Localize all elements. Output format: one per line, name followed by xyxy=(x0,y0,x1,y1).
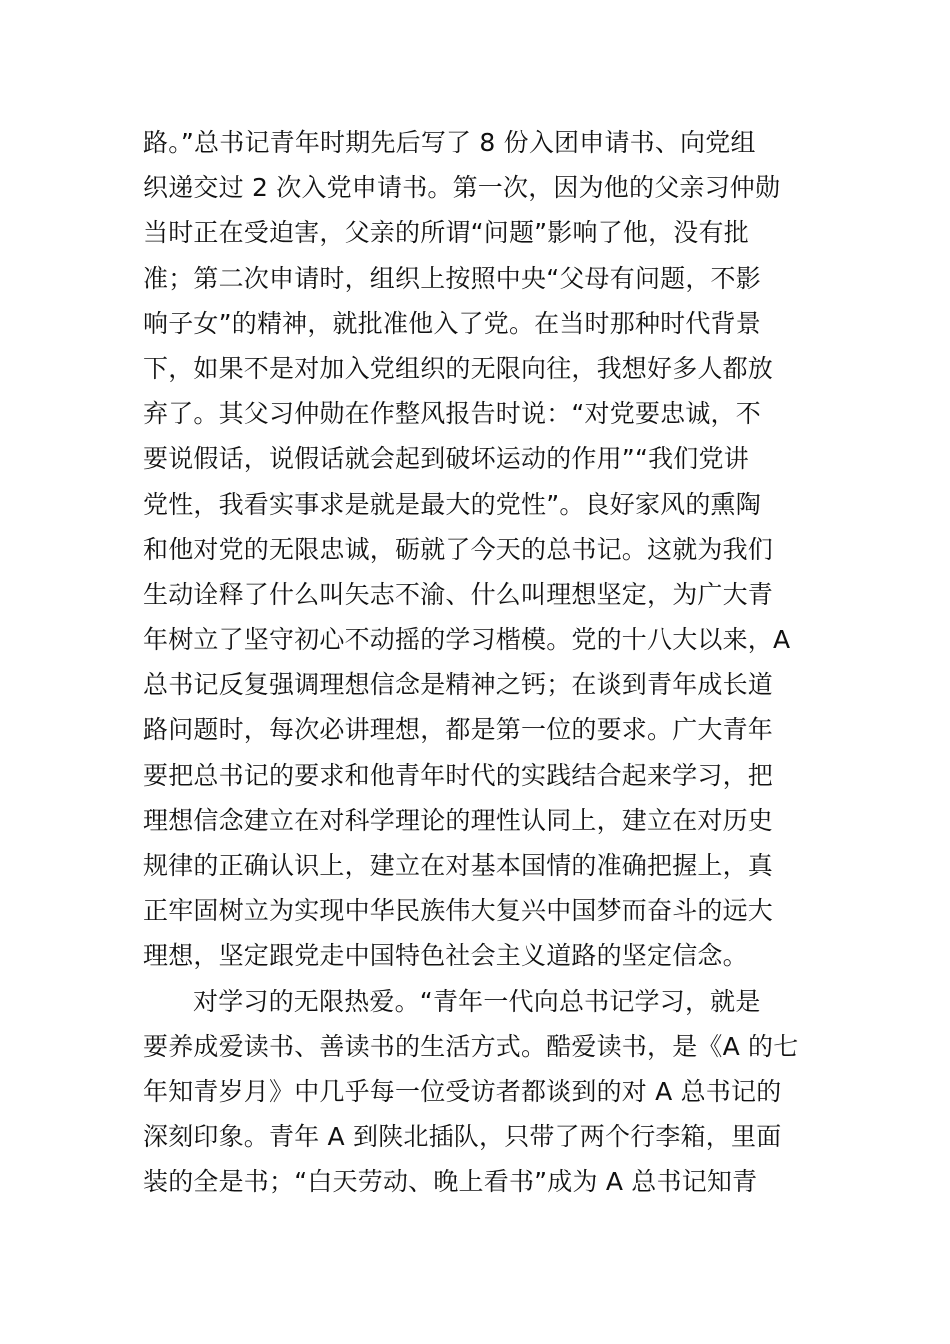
text-line: 深刻印象。青年 A 到陕北插队，只带了两个行李箱，里面 xyxy=(143,1122,782,1152)
text-line: 准；第二次申请时，组织上按照中央“父母有问题，不影 xyxy=(143,263,761,293)
text-line: 正牢固树立为实现中华民族伟大复兴中国梦而奋斗的远大 xyxy=(143,896,774,926)
text-line: 理想信念建立在对科学理论的理性认同上，建立在对历史 xyxy=(143,805,774,835)
text-line: 织递交过 2 次入党申请书。第一次，因为他的父亲习仲勋 xyxy=(143,173,781,203)
text-line: 党性，我看实事求是就是最大的党性”。良好家风的熏陶 xyxy=(143,489,761,519)
text-line: 路。”总书记青年时期先后写了 8 份入团申请书、向党组 xyxy=(143,128,756,157)
text-line: 年树立了坚守初心不动摇的学习楷模。党的十八大以来，A xyxy=(143,625,791,655)
text-line: 路问题时，每次必讲理想，都是第一位的要求。广大青年 xyxy=(143,715,774,745)
text-line: 理想，坚定跟党走中国特色社会主义道路的坚定信念。 xyxy=(143,941,748,971)
text-line: 弃了。其父习仲勋在作整风报告时说：“对党要忠诚，不 xyxy=(143,399,761,429)
text-line: 要说假话，说假话就会起到破坏运动的作用”“我们党讲 xyxy=(143,444,749,474)
paragraph-start-line: 对学习的无限热爱。“青年一代向总书记学习，就是 xyxy=(193,986,761,1016)
text-line: 生动诠释了什么叫矢志不渝、什么叫理想坚定，为广大青 xyxy=(143,579,774,609)
text-line: 要养成爱读书、善读书的生活方式。酷爱读书，是《A 的七 xyxy=(143,1031,799,1061)
text-line: 响子女”的精神，就批准他入了党。在当时那种时代背景 xyxy=(143,308,761,338)
text-line: 下，如果不是对加入党组织的无限向往，我想好多人都放 xyxy=(143,353,774,383)
text-line: 和他对党的无限忠诚，砺就了今天的总书记。这就为我们 xyxy=(143,534,774,564)
text-line: 总书记反复强调理想信念是精神之钙；在谈到青年成长道 xyxy=(143,670,774,700)
text-line: 装的全是书；“白天劳动、晚上看书”成为 A 总书记知青 xyxy=(143,1167,758,1197)
text-line: 规律的正确认识上，建立在对基本国情的准确把握上，真 xyxy=(143,851,774,880)
text-line: 年知青岁月》中几乎每一位受访者都谈到的对 A 总书记的 xyxy=(143,1076,782,1106)
body-text xyxy=(143,120,823,1205)
text-line: 当时正在受迫害，父亲的所谓“问题”影响了他，没有批 xyxy=(143,218,749,248)
text-line: 要把总书记的要求和他青年时代的实践结合起来学习，把 xyxy=(143,760,774,790)
